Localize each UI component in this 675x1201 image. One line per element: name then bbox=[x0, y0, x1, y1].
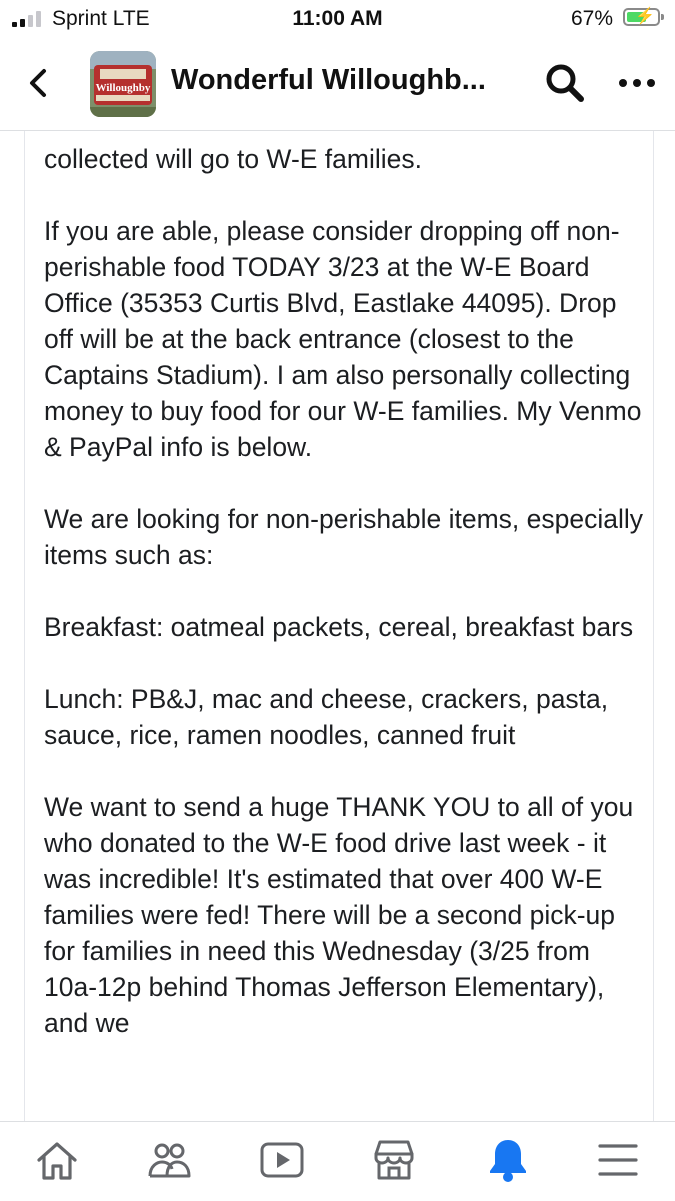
post-paragraph bbox=[44, 131, 644, 141]
tab-watch[interactable] bbox=[258, 1136, 306, 1184]
tab-groups[interactable] bbox=[145, 1136, 193, 1184]
marketplace-icon bbox=[370, 1136, 418, 1184]
carrier-label: Sprint LTE bbox=[52, 7, 150, 30]
post-paragraph: Breakfast: oatmeal packets, cereal, breakfast bars bbox=[44, 612, 634, 642]
charging-bolt-icon: ⚡ bbox=[635, 8, 655, 25]
page-header bbox=[0, 38, 675, 131]
bottom-tab-bar bbox=[0, 1121, 675, 1201]
watch-icon bbox=[258, 1136, 306, 1184]
back-button[interactable] bbox=[20, 63, 60, 103]
post-paragraph: Lunch: PB&J, mac and cheese, crackers, pasta, sauce, rice, ramen noodles, canned fruit bbox=[44, 684, 609, 750]
notifications-icon bbox=[484, 1136, 532, 1184]
tab-menu[interactable] bbox=[594, 1136, 642, 1184]
post-content-area bbox=[0, 131, 675, 1121]
page-avatar[interactable] bbox=[90, 51, 156, 117]
search-icon bbox=[544, 62, 586, 104]
tab-home[interactable] bbox=[33, 1136, 81, 1184]
page-title[interactable]: Wonderful Willoughb... bbox=[171, 64, 486, 96]
post-paragraph: If you are able, please consider dropping off non-perishable food TODAY 3/23 at the W-E Board Office (35353 Curtis Blvd, Eastlake 44095). Drop off will be at the back entrance (closest to the Captains Stadium). I am also personally collecting money to buy food for our W-E families. My Venmo & PayPal info is below. bbox=[44, 216, 642, 462]
home-icon bbox=[33, 1136, 81, 1184]
battery-percent: 67% bbox=[570, 7, 613, 30]
svg-text:Willoughby: Willoughby bbox=[95, 82, 151, 94]
menu-icon bbox=[594, 1136, 642, 1184]
tab-marketplace[interactable] bbox=[370, 1136, 418, 1184]
post-card-border-left bbox=[24, 131, 25, 1121]
search-button[interactable] bbox=[544, 62, 586, 104]
post-paragraph: collected will go to W-E families. bbox=[44, 144, 423, 174]
more-options-button[interactable] bbox=[615, 68, 659, 98]
post-paragraph: We want to send a huge THANK YOU to all of you who donated to the W-E food drive last week - it was incredible! It's estimated that over 400 W-E families were fed! There will be a second pick-up for families in need this Wednesday (3/25 from 10a-12p behind Thomas Jefferson Elementary), and we bbox=[44, 792, 634, 1038]
groups-icon bbox=[145, 1136, 193, 1184]
chevron-left-icon bbox=[20, 63, 60, 103]
status-time: 11:00 AM bbox=[292, 7, 383, 30]
battery-icon bbox=[623, 8, 660, 26]
post-card-border-right bbox=[653, 131, 654, 1121]
post-paragraph: We are looking for non-perishable items, especially items such as: bbox=[44, 504, 644, 570]
willoughby-sign-image bbox=[90, 51, 156, 117]
battery-nub bbox=[661, 14, 664, 20]
more-horizontal-icon bbox=[615, 68, 659, 98]
status-bar bbox=[0, 0, 675, 38]
post-text bbox=[44, 131, 644, 1041]
tab-notifications[interactable] bbox=[484, 1136, 532, 1184]
